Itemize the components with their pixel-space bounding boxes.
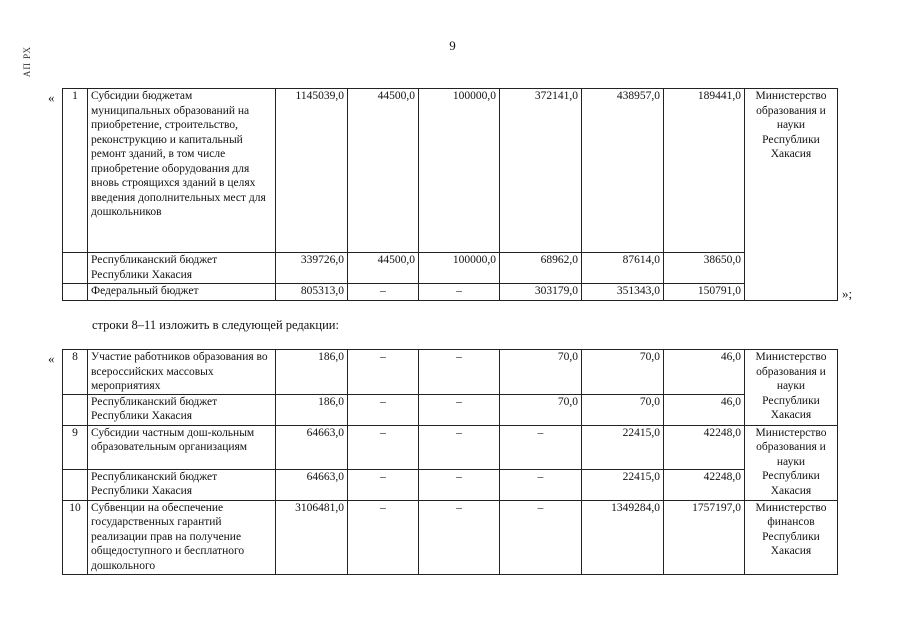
empty-cell <box>63 469 88 500</box>
empty-cell <box>63 284 88 301</box>
value-total: 186,0 <box>276 394 348 425</box>
responsible-executor: Министерство образования и науки Республики Хакасия <box>745 89 838 301</box>
table-row <box>63 284 838 301</box>
value-year-4: 1349284,0 <box>582 500 664 574</box>
value-year-1: 44500,0 <box>348 89 419 253</box>
quote-open-1: « <box>48 90 55 105</box>
value-year-4: 22415,0 <box>582 469 664 500</box>
value-year-4: 438957,0 <box>582 89 664 253</box>
table-row <box>63 89 838 253</box>
value-year-2: – <box>419 284 500 301</box>
value-year-4: 351343,0 <box>582 284 664 301</box>
responsible-executor: Министерство образования и науки Республики Хакасия <box>745 350 838 426</box>
value-year-5: 1757197,0 <box>664 500 745 574</box>
table-program-row-1 <box>62 88 838 301</box>
value-year-2: 100000,0 <box>419 89 500 253</box>
row-number: 8 <box>63 350 88 395</box>
value-total: 339726,0 <box>276 253 348 284</box>
side-stamp: АП РХ <box>22 46 32 78</box>
responsible-executor: Министерство финансов Республики Хакасия <box>745 500 838 574</box>
row-name: Субвенции на обеспечение государственных гарантий реализации прав на получение общедоступного и бесплатного дошкольного <box>88 500 276 574</box>
value-total: 64663,0 <box>276 469 348 500</box>
value-year-2: – <box>419 350 500 395</box>
value-year-3: 70,0 <box>500 350 582 395</box>
value-year-1: – <box>348 500 419 574</box>
value-year-2: – <box>419 469 500 500</box>
value-year-1: – <box>348 284 419 301</box>
value-year-3: 68962,0 <box>500 253 582 284</box>
value-year-2: – <box>419 500 500 574</box>
page-number: 9 <box>449 38 456 53</box>
value-year-3: – <box>500 425 582 469</box>
value-year-1: 44500,0 <box>348 253 419 284</box>
row-name: Республиканский бюджет Республики Хакасия <box>88 253 276 284</box>
value-year-3: 372141,0 <box>500 89 582 253</box>
value-total: 1145039,0 <box>276 89 348 253</box>
table-program-rows-8-10 <box>62 349 838 575</box>
quote-open-2: « <box>48 351 55 366</box>
value-year-4: 70,0 <box>582 350 664 395</box>
row-number: 9 <box>63 425 88 469</box>
value-total: 3106481,0 <box>276 500 348 574</box>
value-year-3: – <box>500 500 582 574</box>
value-year-1: – <box>348 350 419 395</box>
empty-cell <box>63 394 88 425</box>
value-year-5: 46,0 <box>664 394 745 425</box>
value-total: 64663,0 <box>276 425 348 469</box>
empty-cell <box>63 253 88 284</box>
responsible-executor: Министерство образования и науки Республики Хакасия <box>745 425 838 500</box>
table-row <box>63 500 838 574</box>
row-name: Республиканский бюджет Республики Хакасия <box>88 469 276 500</box>
value-year-1: – <box>348 469 419 500</box>
value-total: 186,0 <box>276 350 348 395</box>
table-row <box>63 253 838 284</box>
table-row <box>63 350 838 395</box>
value-year-2: – <box>419 394 500 425</box>
row-name: Субсидии частным дош-кольным образовательным организациям <box>88 425 276 469</box>
instruction-paragraph: строки 8–11 изложить в следующей редакции: <box>92 318 339 332</box>
value-year-5: 189441,0 <box>664 89 745 253</box>
value-year-2: – <box>419 425 500 469</box>
value-year-1: – <box>348 394 419 425</box>
value-year-3: 70,0 <box>500 394 582 425</box>
value-year-2: 100000,0 <box>419 253 500 284</box>
value-year-5: 46,0 <box>664 350 745 395</box>
value-year-5: 42248,0 <box>664 425 745 469</box>
row-name: Участие работников образования во всероссийских массовых мероприятиях <box>88 350 276 395</box>
table-row <box>63 425 838 469</box>
value-year-5: 150791,0 <box>664 284 745 301</box>
row-name: Субсидии бюджетам муниципальных образований на приобретение, строительство, реконструкцию и капитальный ремонт зданий, в том числе приобретение оборудования для вновь строящихся зданий в целях введения дополнительных мест для дошкольников <box>88 89 276 253</box>
value-year-5: 38650,0 <box>664 253 745 284</box>
row-number: 10 <box>63 500 88 574</box>
value-year-3: 303179,0 <box>500 284 582 301</box>
row-number: 1 <box>63 89 88 253</box>
value-year-4: 70,0 <box>582 394 664 425</box>
quote-close: »; <box>842 286 853 301</box>
table-row <box>63 394 838 425</box>
value-year-1: – <box>348 425 419 469</box>
value-year-5: 42248,0 <box>664 469 745 500</box>
value-year-4: 87614,0 <box>582 253 664 284</box>
value-total: 805313,0 <box>276 284 348 301</box>
row-name: Республиканский бюджет Республики Хакасия <box>88 394 276 425</box>
value-year-4: 22415,0 <box>582 425 664 469</box>
table-row <box>63 469 838 500</box>
row-name: Федеральный бюджет <box>88 284 276 301</box>
value-year-3: – <box>500 469 582 500</box>
